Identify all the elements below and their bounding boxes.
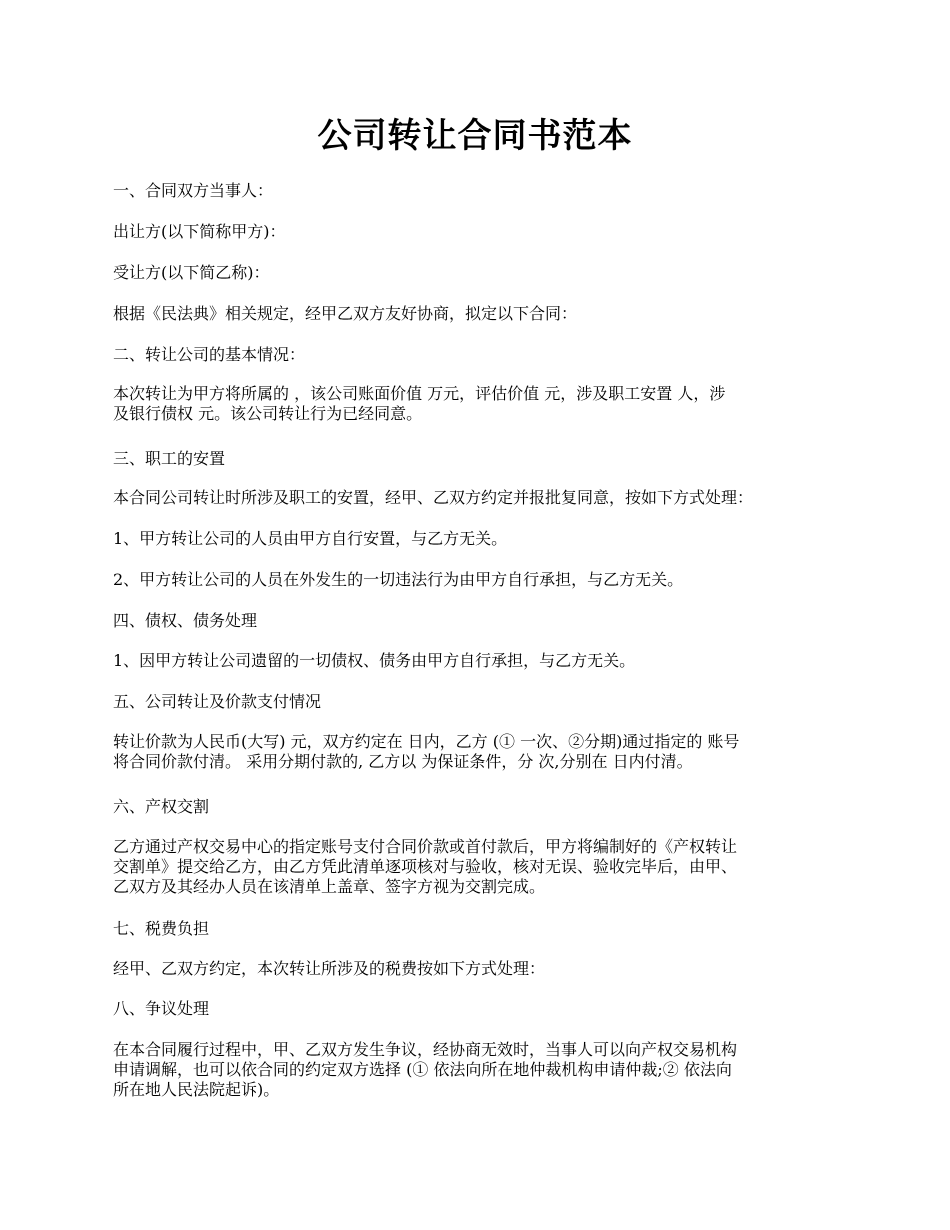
- text-line: 六、产权交割: [113, 797, 210, 816]
- text-line: 乙方通过产权交易中心的指定账号支付合同价款或首付款后，甲方将编制好的《产权转让: [113, 837, 738, 856]
- text-line: 及银行债权 元。该公司转让行为已经同意。: [113, 404, 423, 423]
- text-line: 二、转让公司的基本情况：: [113, 345, 306, 364]
- text-line: 五、公司转让及价款支付情况: [113, 692, 322, 711]
- text-line: 申请调解，也可以依合同的约定双方选择 (① 依法向所在地仲裁机构申请仲裁;② 依法向: [113, 1060, 732, 1079]
- text-line: 在本合同履行过程中，甲、乙双方发生争议，经协商无效时，当事人可以向产权交易机构: [113, 1040, 738, 1059]
- paragraph-taxes: [113, 959, 848, 979]
- paragraph-basic-info: [113, 384, 848, 424]
- text-line: 乙双方及其经办人员在该清单上盖章、签字方视为交割完成。: [113, 877, 546, 896]
- section-heading-disputes: [113, 999, 848, 1019]
- text-line: 交割单》提交给乙方，由乙方凭此清单逐项核对与验收，核对无误、验收完毕后，由甲、: [113, 857, 738, 876]
- section-heading-debts: [113, 611, 848, 631]
- paragraph-delivery: [113, 837, 848, 897]
- paragraph-legal-basis: [113, 304, 848, 324]
- text-line: 将合同价款付清。 采用分期付款的, 乙方以 为保证条件，分 次,分别在 日内付清。: [113, 752, 693, 771]
- document-title: 公司转让合同书范本: [317, 116, 633, 156]
- text-line: 所在地人民法院起诉)。: [113, 1080, 280, 1099]
- paragraph-debts-item-1: [113, 651, 848, 671]
- text-line: 1、因甲方转让公司遗留的一切债权、债务由甲方自行承担，与乙方无关。: [113, 651, 636, 670]
- text-line: 1、甲方转让公司的人员由甲方自行安置，与乙方无关。: [113, 529, 508, 548]
- text-line: 出让方(以下简称甲方)：: [113, 222, 286, 241]
- paragraph-payment: [113, 732, 848, 772]
- text-line: 受让方(以下简乙称)：: [113, 263, 270, 282]
- text-line: 四、债权、债务处理: [113, 611, 258, 630]
- text-line: 一、合同双方当事人：: [113, 181, 274, 200]
- paragraph-staff-item-1: [113, 529, 848, 549]
- section-heading-delivery: [113, 797, 848, 817]
- section-heading-parties: [113, 181, 848, 201]
- section-heading-payment: [113, 692, 848, 712]
- text-line: 本合同公司转让时所涉及职工的安置，经甲、乙双方约定并报批复同意，按如下方式处理：: [113, 488, 754, 507]
- paragraph-transferee: [113, 263, 848, 283]
- paragraph-staff-item-2: [113, 570, 848, 590]
- text-line: 转让价款为人民币(大写) 元，双方约定在 日内，乙方 (① 一次、②分期)通过指定的 账号: [113, 732, 740, 751]
- paragraph-disputes: [113, 1040, 848, 1100]
- paragraph-transferor: [113, 222, 848, 242]
- text-line: 七、税费负担: [113, 919, 210, 938]
- section-heading-basic-info: [113, 345, 848, 365]
- text-line: 三、职工的安置: [113, 449, 226, 468]
- section-heading-staff: [113, 449, 848, 469]
- paragraph-staff: [113, 488, 848, 508]
- text-line: 八、争议处理: [113, 999, 210, 1018]
- text-line: 根据《民法典》相关规定，经甲乙双方友好协商，拟定以下合同：: [113, 304, 578, 323]
- text-line: 2、甲方转让公司的人员在外发生的一切违法行为由甲方自行承担，与乙方无关。: [113, 570, 684, 589]
- text-line: 本次转让为甲方将所属的 ，该公司账面价值 万元，评估价值 元，涉及职工安置 人，涉: [113, 384, 726, 403]
- text-line: 经甲、乙双方约定，本次转让所涉及的税费按如下方式处理：: [113, 959, 546, 978]
- section-heading-taxes: [113, 919, 848, 939]
